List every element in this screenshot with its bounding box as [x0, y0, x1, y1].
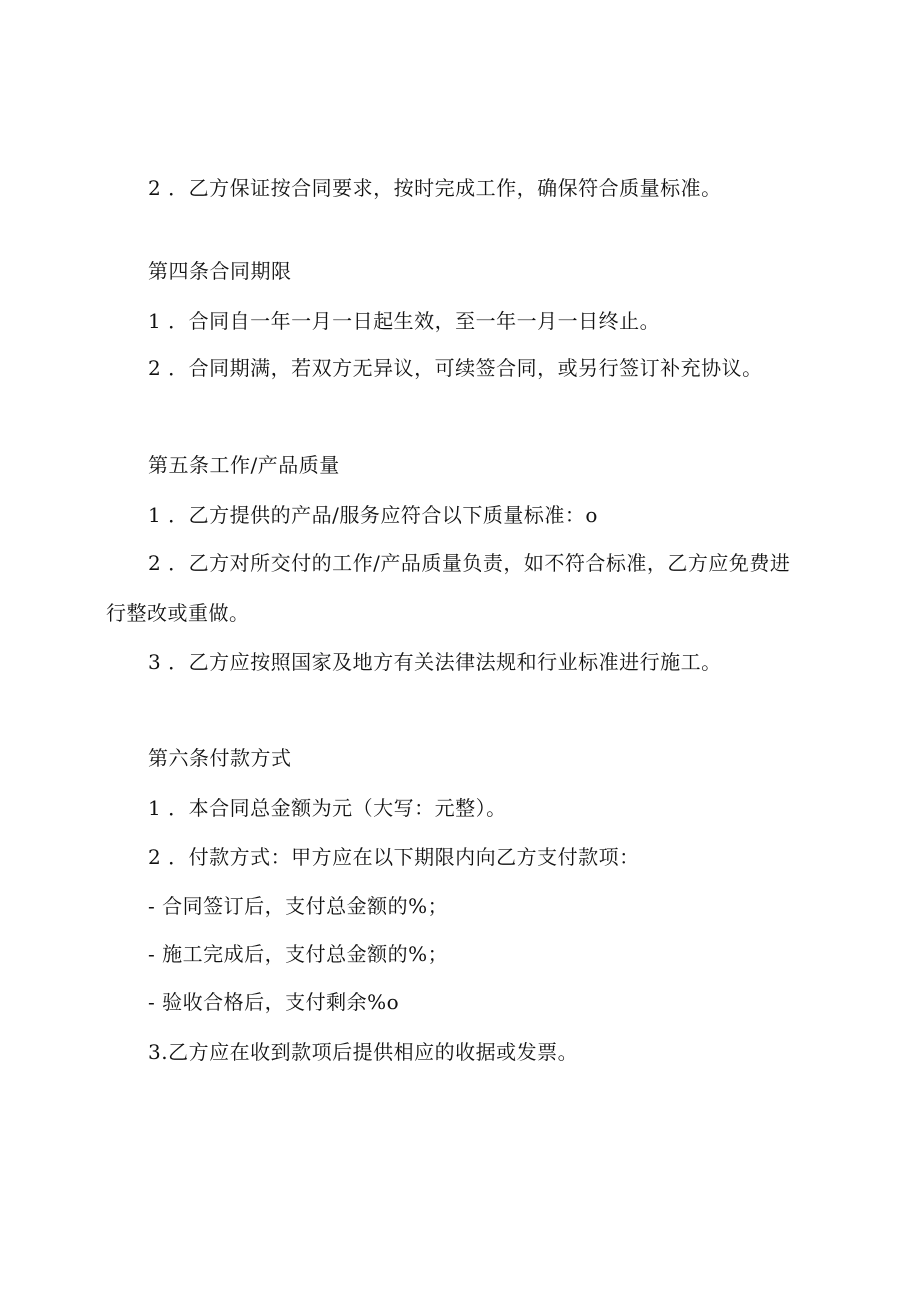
payment-bullet-1: - 合同签订后，支付总金额的%；	[148, 894, 449, 918]
article-6-item-3: 3.乙方应在收到款项后提供相应的收据或发票。	[148, 1040, 579, 1064]
article-4-item-2: 2 ．合同期满，若双方无异议，可续签合同，或另行签订补充协议。	[148, 356, 763, 380]
payment-bullet-2: - 施工完成后，支付总金额的%；	[148, 942, 449, 966]
article-5-heading: 第五条工作/产品质量	[148, 453, 340, 477]
payment-bullet-3: - 验收合格后，支付剩余%o	[148, 990, 400, 1014]
article-4-item-1: 1 ．合同自一年一月一日起生效，至一年一月一日终止。	[148, 309, 661, 333]
article-5-item-1: 1 ．乙方提供的产品/服务应符合以下质量标准：o	[148, 503, 598, 527]
clause-3-item-2: 2 ．乙方保证按合同要求，按时完成工作，确保符合质量标准。	[148, 176, 722, 200]
article-5-item-2-line-2: 行整改或重做。	[106, 601, 250, 625]
article-6-heading: 第六条付款方式	[148, 746, 292, 770]
article-4-heading: 第四条合同期限	[148, 259, 292, 283]
article-5-item-3: 3 ．乙方应按照国家及地方有关法律法规和行业标准进行施工。	[148, 650, 722, 674]
article-6-item-2: 2 ．付款方式：甲方应在以下期限内向乙方支付款项：	[148, 845, 640, 869]
article-6-item-1: 1 ．本合同总金额为元（大写：元整）。	[148, 796, 507, 820]
article-5-item-2-line-1: 2 ．乙方对所交付的工作/产品质量负责，如不符合标准，乙方应免费进	[148, 551, 791, 575]
